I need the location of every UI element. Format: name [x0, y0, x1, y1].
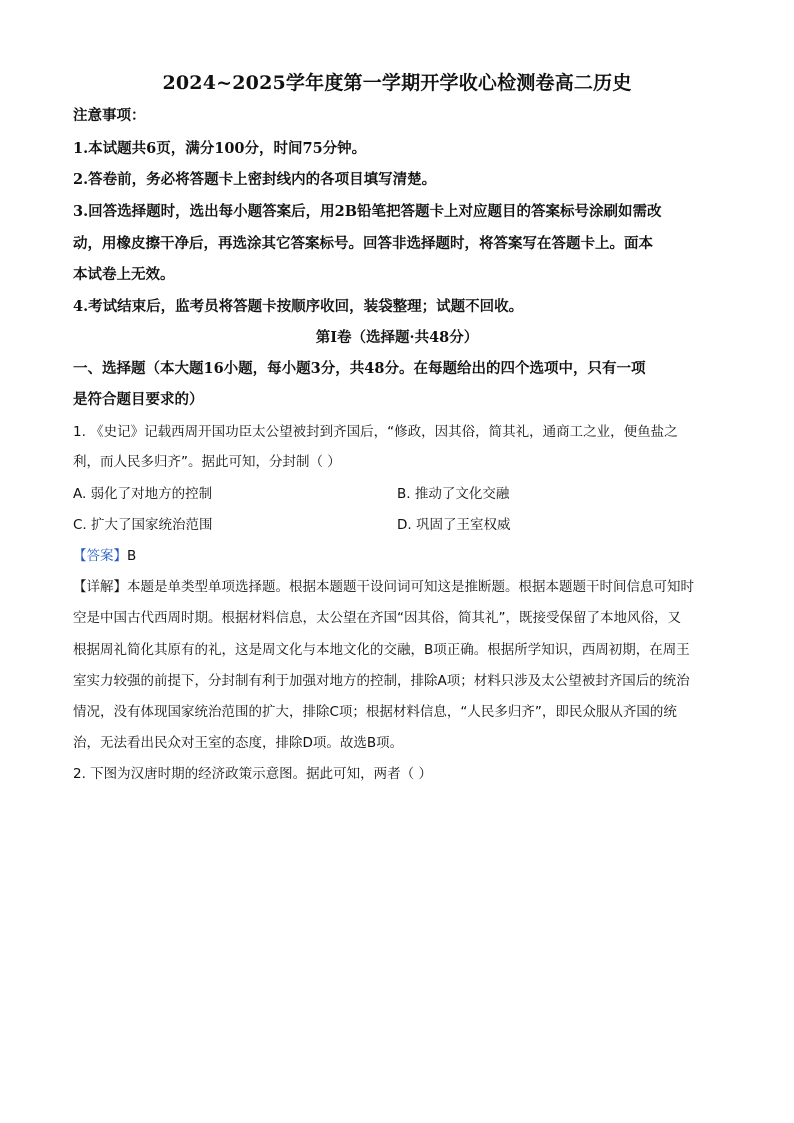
question-1-answer — [73, 546, 723, 566]
question-1-detail-line-4: 室实力较强的前提下，分封制有利于加强对地方的控制，排除A项；材料只涉及太公望被封齐国后的统治 — [73, 673, 690, 689]
section-instruction-cont: 是符合题目要求的） — [73, 391, 204, 408]
question-1-stem-cont: 利，而人民多归齐”。据此可知，分封制（ ） — [73, 454, 341, 470]
notice-item-3-end: 本试卷上无效。 — [73, 266, 175, 283]
notice-heading: 注意事项： — [73, 107, 146, 124]
page-title: 2024~2025学年度第一学期开学收心检测卷高二历史 — [162, 72, 632, 94]
question-1-detail-line-5: 情况，没有体现国家统治范围的扩大，排除C项；根据材料信息，“人民多归齐”，即民众服从齐国的统 — [73, 704, 677, 720]
question-1-option-b: B. 推动了文化交融 — [397, 486, 510, 502]
notice-item-1: 1.本试题共6页，满分100分，时间75分钟。 — [73, 140, 367, 157]
question-1-detail-line-6: 治，无法看出民众对王室的态度，排除D项。故选B项。 — [73, 735, 404, 751]
question-1-stem: 1. 《史记》记载西周开国功臣太公望被封到齐国后，“修政，因其俗，简其礼，通商工之业，便鱼盐之 — [73, 424, 678, 440]
question-1-option-a: A. 弱化了对地方的控制 — [73, 486, 213, 502]
notice-item-2: 2.答卷前，务必将答题卡上密封线内的各项目填写清楚。 — [73, 171, 437, 188]
question-2-stem: 2. 下图为汉唐时期的经济政策示意图。据此可知，两者（ ） — [73, 766, 432, 782]
section-instruction: 一、选择题（本大题16小题，每小题3分，共48分。在每题给出的四个选项中，只有一项 — [73, 360, 646, 377]
question-1-detail-line-2: 空是中国古代西周时期。根据材料信息，太公望在齐国“因其俗，简其礼”，既接受保留了本地风俗，又 — [73, 610, 681, 626]
answer-value: B — [127, 548, 137, 564]
notice-item-3-cont: 动，用橡皮擦干净后，再选涂其它答案标号。回答非选择题时，将答案写在答题卡上。面本 — [73, 235, 653, 252]
notice-item-4: 4.考试结束后，监考员将答题卡按顺序收回，装袋整理；试题不回收。 — [73, 298, 524, 315]
question-1-option-d: D. 巩固了王室权威 — [397, 517, 511, 533]
question-1-detail-line-3: 根据周礼简化其原有的礼，这是周文化与本地文化的交融，B项正确。根据所学知识，西周初期，在周王 — [73, 642, 690, 658]
question-1-option-c: C. 扩大了国家统治范围 — [73, 517, 213, 533]
section-title: 第Ⅰ卷（选择题·共48分） — [315, 329, 479, 346]
question-1-detail-line-1: 【详解】本题是单类型单项选择题。根据本题题干设问词可知这是推断题。根据本题题干时间信息可知时 — [73, 579, 694, 595]
notice-item-3: 3.回答选择题时，选出每小题答案后，用2B铅笔把答题卡上对应题目的答案标号涂刷如需改 — [73, 203, 662, 220]
answer-tag: 【答案】 — [73, 548, 127, 564]
